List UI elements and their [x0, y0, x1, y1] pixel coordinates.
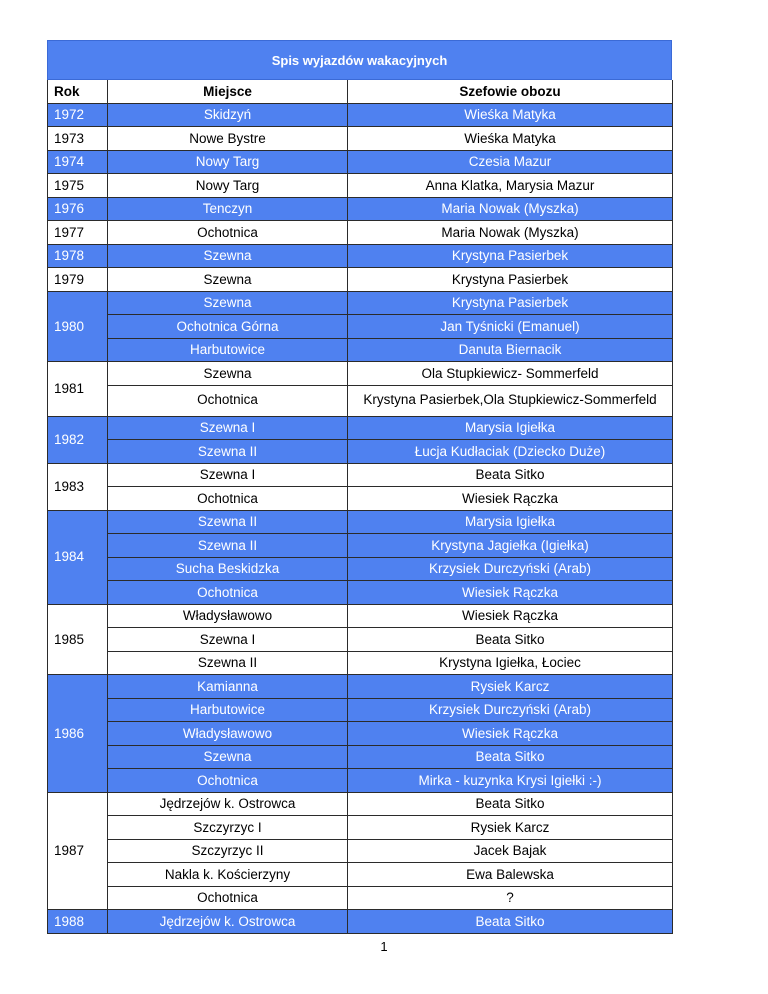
table-row — [48, 315, 673, 339]
table-row — [48, 385, 673, 416]
chiefs-cell: Danuta Biernacik — [348, 338, 673, 362]
table-row — [48, 338, 673, 362]
chiefs-cell: Wieśka Matyka — [348, 127, 673, 151]
trips-sheet — [47, 40, 672, 934]
year-cell: 1975 — [48, 174, 108, 198]
table-row — [48, 487, 673, 511]
header-chiefs: Szefowie obozu — [348, 80, 673, 103]
chiefs-cell: Wiesiek Rączka — [348, 581, 673, 605]
place-cell: Szewna I — [108, 416, 348, 440]
place-cell: Ochotnica — [108, 221, 348, 245]
header-year: Rok — [48, 80, 108, 103]
year-cell: 1976 — [48, 197, 108, 221]
place-cell: Ochotnica — [108, 886, 348, 910]
chiefs-cell: Wieśka Matyka — [348, 103, 673, 127]
header-place: Miejsce — [108, 80, 348, 103]
table-row — [48, 244, 673, 268]
place-cell: Nowe Bystre — [108, 127, 348, 151]
chiefs-cell: Beata Sitko — [348, 628, 673, 652]
place-cell: Szewna I — [108, 463, 348, 487]
table-row — [48, 291, 673, 315]
place-cell: Szewna I — [108, 628, 348, 652]
table-row — [48, 362, 673, 386]
place-cell: Ochotnica Górna — [108, 315, 348, 339]
table-row — [48, 174, 673, 198]
chiefs-cell: Maria Nowak (Myszka) — [348, 197, 673, 221]
place-cell: Nowy Targ — [108, 174, 348, 198]
table-row — [48, 150, 673, 174]
year-cell: 1973 — [48, 127, 108, 151]
table-row — [48, 839, 673, 863]
chiefs-cell: Czesia Mazur — [348, 150, 673, 174]
place-cell: Szewna — [108, 268, 348, 292]
year-cell: 1986 — [48, 675, 108, 793]
table-row — [48, 628, 673, 652]
table-row — [48, 675, 673, 699]
place-cell: Ochotnica — [108, 487, 348, 511]
place-cell: Władysławowo — [108, 604, 348, 628]
chiefs-cell: Krystyna Pasierbek — [348, 291, 673, 315]
place-cell: Harbutowice — [108, 698, 348, 722]
place-cell: Ochotnica — [108, 769, 348, 793]
table-row — [48, 416, 673, 440]
year-cell: 1974 — [48, 150, 108, 174]
chiefs-cell: Anna Klatka, Marysia Mazur — [348, 174, 673, 198]
place-cell: Szewna — [108, 362, 348, 386]
table-row — [48, 886, 673, 910]
table-title: Spis wyjazdów wakacyjnych — [47, 40, 672, 80]
chiefs-cell: Beata Sitko — [348, 792, 673, 816]
table-row — [48, 769, 673, 793]
chiefs-cell: Wiesiek Rączka — [348, 722, 673, 746]
year-cell: 1981 — [48, 362, 108, 417]
place-cell: Szewna II — [108, 534, 348, 558]
place-cell: Harbutowice — [108, 338, 348, 362]
table-row — [48, 745, 673, 769]
place-cell: Szewna II — [108, 510, 348, 534]
place-cell: Tenczyn — [108, 197, 348, 221]
table-row — [48, 557, 673, 581]
year-cell: 1982 — [48, 416, 108, 463]
table-row — [48, 440, 673, 464]
chiefs-cell: Beata Sitko — [348, 910, 673, 934]
chiefs-cell: Marysia Igiełka — [348, 510, 673, 534]
place-cell: Szewna — [108, 291, 348, 315]
chiefs-cell: Łucja Kudłaciak (Dziecko Duże) — [348, 440, 673, 464]
chiefs-cell: Jan Tyśnicki (Emanuel) — [348, 315, 673, 339]
year-cell: 1987 — [48, 792, 108, 910]
chiefs-cell: Krystyna Pasierbek — [348, 268, 673, 292]
place-cell: Szczyrzyc II — [108, 839, 348, 863]
place-cell: Sucha Beskidzka — [108, 557, 348, 581]
table-row — [48, 127, 673, 151]
place-cell: Władysławowo — [108, 722, 348, 746]
place-cell: Jędrzejów k. Ostrowca — [108, 910, 348, 934]
chiefs-cell: Krystyna Pasierbek,Ola Stupkiewicz-Sommerfeld — [348, 385, 673, 416]
table-row — [48, 510, 673, 534]
table-row — [48, 103, 673, 127]
table-row — [48, 463, 673, 487]
table-row — [48, 651, 673, 675]
table-row — [48, 581, 673, 605]
year-cell: 1977 — [48, 221, 108, 245]
trips-table — [47, 80, 673, 934]
table-body — [48, 103, 673, 933]
year-cell: 1988 — [48, 910, 108, 934]
chiefs-cell: Rysiek Karcz — [348, 675, 673, 699]
place-cell: Skidzyń — [108, 103, 348, 127]
place-cell: Szewna II — [108, 440, 348, 464]
table-row — [48, 221, 673, 245]
place-cell: Szewna — [108, 244, 348, 268]
chiefs-cell: Wiesiek Rączka — [348, 604, 673, 628]
chiefs-cell: Jacek Bajak — [348, 839, 673, 863]
table-row — [48, 816, 673, 840]
place-cell: Szewna II — [108, 651, 348, 675]
year-cell: 1978 — [48, 244, 108, 268]
chiefs-cell: Marysia Igiełka — [348, 416, 673, 440]
table-row — [48, 604, 673, 628]
chiefs-cell: ? — [348, 886, 673, 910]
table-row — [48, 534, 673, 558]
place-cell: Szczyrzyc I — [108, 816, 348, 840]
chiefs-cell: Beata Sitko — [348, 745, 673, 769]
chiefs-cell: Beata Sitko — [348, 463, 673, 487]
header-row — [48, 80, 673, 103]
chiefs-cell: Wiesiek Rączka — [348, 487, 673, 511]
place-cell: Nowy Targ — [108, 150, 348, 174]
table-row — [48, 698, 673, 722]
table-row — [48, 197, 673, 221]
table-row — [48, 722, 673, 746]
year-cell: 1972 — [48, 103, 108, 127]
table-row — [48, 863, 673, 887]
chiefs-cell: Krystyna Pasierbek — [348, 244, 673, 268]
year-cell: 1983 — [48, 463, 108, 510]
place-cell: Ochotnica — [108, 385, 348, 416]
place-cell: Szewna — [108, 745, 348, 769]
place-cell: Nakla k. Kościerzyny — [108, 863, 348, 887]
chiefs-cell: Krystyna Jagiełka (Igiełka) — [348, 534, 673, 558]
year-cell: 1985 — [48, 604, 108, 675]
chiefs-cell: Krzysiek Durczyński (Arab) — [348, 557, 673, 581]
chiefs-cell: Krzysiek Durczyński (Arab) — [348, 698, 673, 722]
year-cell: 1980 — [48, 291, 108, 362]
year-cell: 1979 — [48, 268, 108, 292]
table-row — [48, 792, 673, 816]
table-row — [48, 268, 673, 292]
chiefs-cell: Ewa Balewska — [348, 863, 673, 887]
chiefs-cell: Ola Stupkiewicz- Sommerfeld — [348, 362, 673, 386]
chiefs-cell: Krystyna Igiełka, Łociec — [348, 651, 673, 675]
table-row — [48, 910, 673, 934]
place-cell: Kamianna — [108, 675, 348, 699]
chiefs-cell: Rysiek Karcz — [348, 816, 673, 840]
page-number: 1 — [380, 939, 388, 954]
place-cell: Ochotnica — [108, 581, 348, 605]
chiefs-cell: Maria Nowak (Myszka) — [348, 221, 673, 245]
year-cell: 1984 — [48, 510, 108, 604]
place-cell: Jędrzejów k. Ostrowca — [108, 792, 348, 816]
chiefs-cell: Mirka - kuzynka Krysi Igiełki :-) — [348, 769, 673, 793]
